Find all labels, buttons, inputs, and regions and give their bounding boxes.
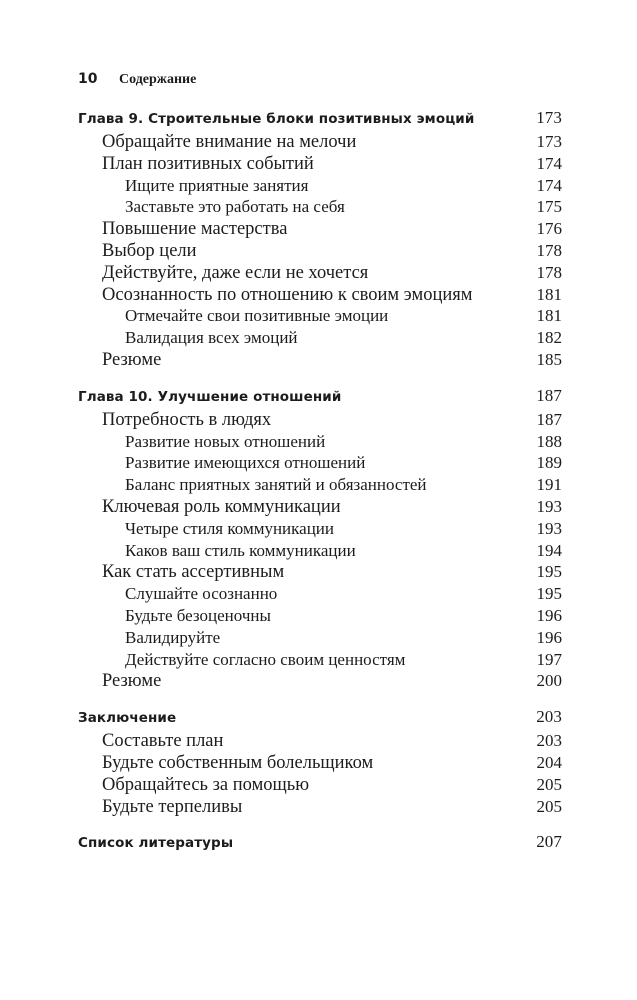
toc-chapter-row [78,105,562,131]
toc-entry-title: Потребность в людях [102,409,272,430]
toc-entry-title: Действуйте согласно своим ценностям [125,649,406,669]
toc-section-row [78,218,562,240]
toc-section-row [78,752,562,774]
toc-section-row [78,670,562,692]
toc-section-row [78,284,562,306]
toc-entry-page: 204 [536,752,562,772]
toc-entry-title: Будьте собственным болельщиком [102,752,374,773]
toc-subsection-row [78,583,562,605]
toc-section-row [78,153,562,175]
toc-chapter-row [78,704,562,730]
toc-section-row [78,730,562,752]
toc-entry-title: Глава 9. Строительные блоки позитивных эмоций [78,111,475,127]
toc-entry-title: План позитивных событий [102,153,314,174]
toc-entry-page: 178 [536,262,562,282]
toc-entry-title: Осознанность по отношению к своим эмоциям [102,284,473,305]
toc-entry-page: 189 [536,453,562,473]
toc-entry-title: Каков ваш стиль коммуникации [125,540,356,560]
chapter-gap [78,371,562,383]
toc-subsection-row [78,605,562,627]
toc-entry-title: Резюме [102,349,162,370]
toc-subsection-row [78,452,562,474]
toc-subsection-row [78,175,562,197]
toc-entry-page: 176 [536,219,562,239]
toc-entry-page: 188 [536,431,562,451]
toc-entry-page: 196 [536,605,562,625]
toc-entry-title: Развитие новых отношений [125,431,326,451]
toc-section-row [78,131,562,153]
toc-entry-page: 174 [536,153,562,173]
toc-entry-title: Заключение [78,710,177,727]
toc-section-row [78,240,562,262]
toc-entry-page: 187 [536,409,562,429]
toc-entry-title: Как стать ассертивным [102,562,285,583]
toc-entry-page: 197 [536,649,562,669]
toc-entry-page: 200 [536,671,562,691]
toc-entry-title: Резюме [102,671,162,692]
toc-entry-page: 195 [536,562,562,582]
toc-entry-title: Четыре стиля коммуникации [125,518,334,538]
toc-entry-title: Действуйте, даже если не хочется [102,262,369,283]
toc-entry-page: 196 [536,627,562,647]
toc-entry-page: 181 [536,306,562,326]
toc-entry-title: Валидируйте [125,627,221,647]
toc-entry-title: Обращайте внимание на мелочи [102,132,357,152]
toc-entry-page: 194 [536,540,562,560]
toc-section-row [78,496,562,518]
toc-entry-page: 193 [536,518,562,538]
toc-entry-title: Ищите приятные занятия [125,175,309,195]
toc-entry-page: 203 [536,707,562,727]
page-number: 10 [78,71,98,87]
toc-entry-title: Заставьте это работать на себя [125,197,345,217]
chapter-gap [78,817,562,829]
toc-subsection-row [78,540,562,562]
toc-subsection-row [78,474,562,496]
toc-entry-title: Ключевая роль коммуникации [102,496,341,517]
toc-chapter-row [78,829,562,855]
toc-entry-page: 203 [536,731,562,751]
toc-entry-page: 173 [536,132,562,151]
toc-section-row [78,409,562,431]
table-of-contents [78,105,562,855]
toc-entry-title: Слушайте осознанно [125,584,278,604]
toc-entry-title: Будьте терпеливы [102,796,243,817]
toc-entry-page: 185 [536,349,562,369]
toc-entry-page: 178 [536,240,562,260]
toc-subsection-row [78,327,562,349]
running-title: Содержание [119,72,197,87]
toc-section-row [78,262,562,284]
toc-entry-page: 174 [536,175,562,195]
page-header [78,71,196,88]
toc-entry-title: Развитие имеющихся отношений [125,453,366,473]
toc-subsection-row [78,196,562,218]
toc-entry-page: 205 [536,774,562,794]
toc-subsection-row [78,627,562,649]
toc-section-row [78,561,562,583]
toc-entry-page: 191 [536,475,562,495]
toc-entry-page: 207 [536,832,562,852]
toc-entry-page: 187 [536,385,562,405]
toc-chapter-row [78,383,562,409]
toc-entry-page: 182 [536,328,562,348]
toc-entry-page: 193 [536,496,562,516]
toc-subsection-row [78,431,562,453]
toc-subsection-row [78,518,562,540]
toc-entry-title: Баланс приятных занятий и обязанностей [125,475,427,495]
toc-entry-page: 181 [536,284,562,304]
toc-subsection-row [78,305,562,327]
toc-entry-page: 195 [536,584,562,604]
chapter-gap [78,692,562,704]
toc-entry-page: 175 [536,197,562,217]
toc-entry-title: Будьте безоценочны [125,605,271,625]
toc-section-row [78,774,562,796]
toc-entry-title: Обращайтесь за помощью [102,774,310,795]
toc-entry-title: Составьте план [102,731,224,752]
toc-entry-page: 205 [536,796,562,816]
toc-subsection-row [78,649,562,671]
toc-entry-title: Валидация всех эмоций [125,328,298,348]
toc-entry-page: 173 [536,108,562,127]
toc-entry-title: Выбор цели [102,240,197,261]
toc-entry-title: Список литературы [78,835,234,852]
toc-entry-title: Отмечайте свои позитивные эмоции [125,306,389,326]
toc-section-row [78,796,562,818]
toc-entry-title: Повышение мастерства [102,219,288,240]
toc-entry-title: Глава 10. Улучшение отношений [78,388,342,405]
toc-section-row [78,349,562,371]
